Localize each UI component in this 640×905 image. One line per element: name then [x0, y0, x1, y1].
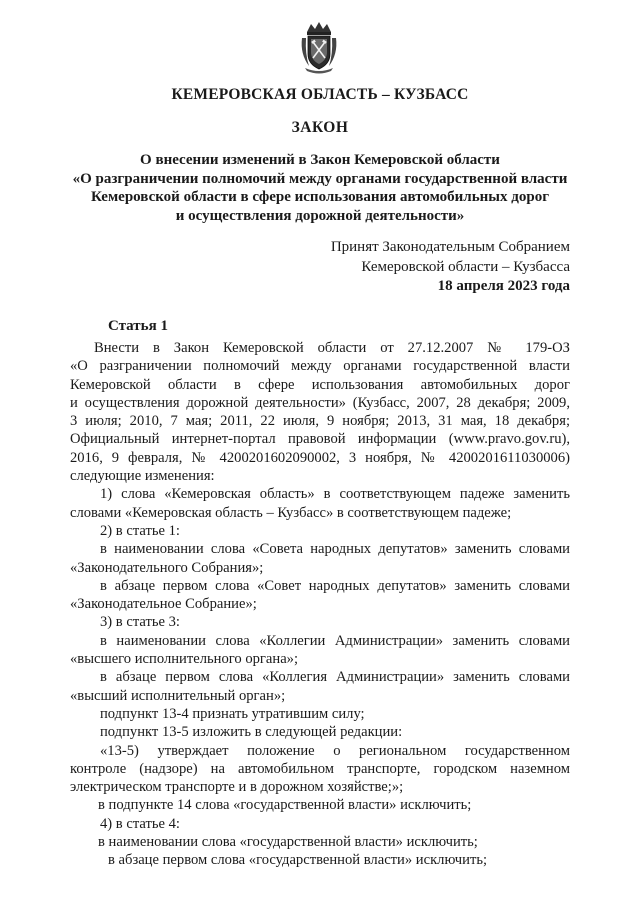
text-line: 4) в статье 4: [100, 815, 180, 832]
text-line: «13-5) утверждает положение о региональном государственном [100, 742, 570, 759]
text-line: следующие изменения: [70, 468, 215, 485]
text-line: в наименовании слова «государственной власти» исключить; [98, 834, 478, 851]
adoption-line: Принят Законодательным Собранием [330, 239, 570, 255]
text-line: электрическом транспорте и в дорожном хозяйстве;»; [70, 779, 404, 796]
coat-of-arms-icon [299, 20, 339, 74]
text-line: в подпункте 14 слова «государственной власти» исключить; [98, 797, 472, 814]
text-line: подпункт 13-4 признать утратившим силу; [100, 705, 365, 722]
text-line: в абзаце первом слова «Коллегия Администрации» заменить словами [100, 669, 570, 686]
text-line: Кемеровской области в сфере использования автомобильных дорог [70, 376, 570, 393]
text-line: в абзаце первом слова «Совет народных депутатов» заменить словами [100, 577, 570, 594]
text-line: 2) в статье 1: [100, 522, 180, 539]
text-line: «О разграничении полномочий между органами государственной власти [70, 358, 570, 375]
law-title-line: О внесении изменений в Закон Кемеровской области [140, 152, 500, 168]
text-line: в абзаце первом слова «государственной власти» исключить; [108, 852, 488, 869]
text-line: «Законодательное Собрание»; [70, 596, 257, 613]
text-line: 2016, 9 февраля, № 4200201602090002, 3 ноября, № 4200201611030006) [70, 449, 570, 466]
text-line: «Законодательного Собрания»; [70, 559, 264, 576]
text-line: Официальный интернет-портал правовой информации (www.pravo.gov.ru), [70, 431, 570, 448]
text-line: 1) слова «Кемеровская область» в соответствующем падеже заменить [100, 486, 570, 503]
article-body [70, 339, 570, 870]
law-title [0, 151, 640, 225]
text-line: и осуществления дорожной деятельности» (Кузбасс, 2007, 28 декабря; 2009, [70, 394, 570, 411]
text-line: в наименовании слова «Совета народных депутатов» заменить словами [100, 541, 570, 558]
law-title-line: и осуществления дорожной деятельности» [175, 207, 465, 224]
text-line: 3) в статье 3: [100, 614, 180, 631]
text-line: Внести в Закон Кемеровской области от 27.12.2007 № 179-ОЗ [94, 340, 570, 356]
document-type: ЗАКОН [291, 119, 349, 136]
text-line: 3 июля; 2010, 7 мая; 2011, 22 июля, 9 ноября; 2013, 31 мая, 18 декабря; [70, 413, 570, 430]
adoption-block [331, 238, 570, 297]
law-title-line: «О разграничении полномочий между органами государственной власти [72, 170, 568, 187]
text-line: подпункт 13-5 изложить в следующей редакции: [100, 724, 403, 741]
text-line: «высшего исполнительного органа»; [70, 651, 299, 668]
adoption-date: 18 апреля 2023 года [437, 278, 570, 294]
text-line: «высший исполнительный орган»; [70, 687, 286, 704]
article-heading: Статья 1 [108, 318, 168, 334]
law-title-line: Кемеровской области в сфере использования автомобильных дорог [90, 189, 550, 205]
text-line: контроле (надзоре) на автомобильном транспорте, городском наземном [70, 760, 570, 777]
region-name: КЕМЕРОВСКАЯ ОБЛАСТЬ – КУЗБАСС [171, 86, 469, 103]
text-line: словами «Кемеровская область – Кузбасс» в соответствующем падеже; [70, 504, 512, 521]
adoption-line: Кемеровской области – Кузбасса [361, 258, 570, 275]
text-line: в наименовании слова «Коллегии Администрации» заменить словами [100, 632, 570, 649]
